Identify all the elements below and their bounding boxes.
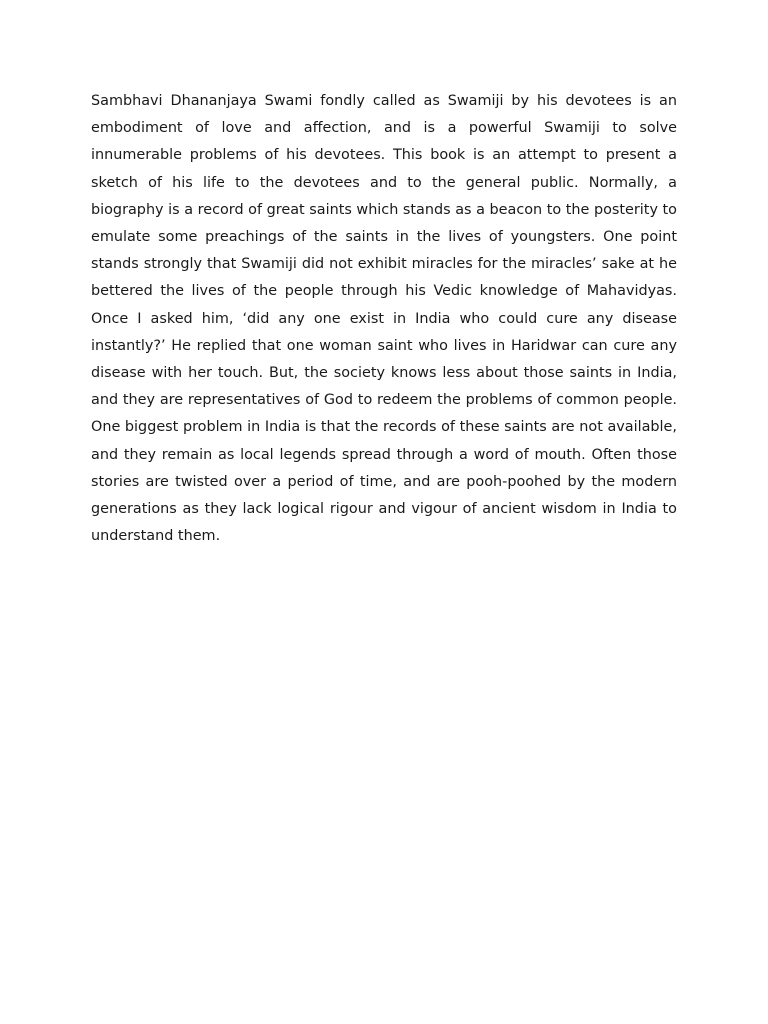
body-paragraph: Sambhavi Dhananjaya Swami fondly called as Swamiji by his devotees is an embodiment of love and affection, and is a powerful Swamiji to solve innumerable problems of his devotees. This book is an attempt to present a sketch of his life to the devotees and to the general public. Normally, a biography is a record of great saints which stands as a beacon to the posterity to emulate some preachings of the saints in the lives of youngsters. One point stands strongly that Swamiji did not exhibit miracles for the miracles’ sake at he bettered the lives of the people through his Vedic knowledge of Mahavidyas. Once I asked him, ‘did any one exist in India who could cure any disease instantly?’ He replied that one woman saint who lives in Haridwar can cure any disease with her touch. But, the society knows less about those saints in India, and they are representatives of God to redeem the problems of common people. One biggest problem in India is that the records of these saints are not available, and they remain as local legends spread through a word of mouth. Often those stories are twisted over a period of time, and are pooh-poohed by the modern generations as they lack logical rigour and vigour of ancient wisdom in India to understand them. (91, 93, 677, 545)
